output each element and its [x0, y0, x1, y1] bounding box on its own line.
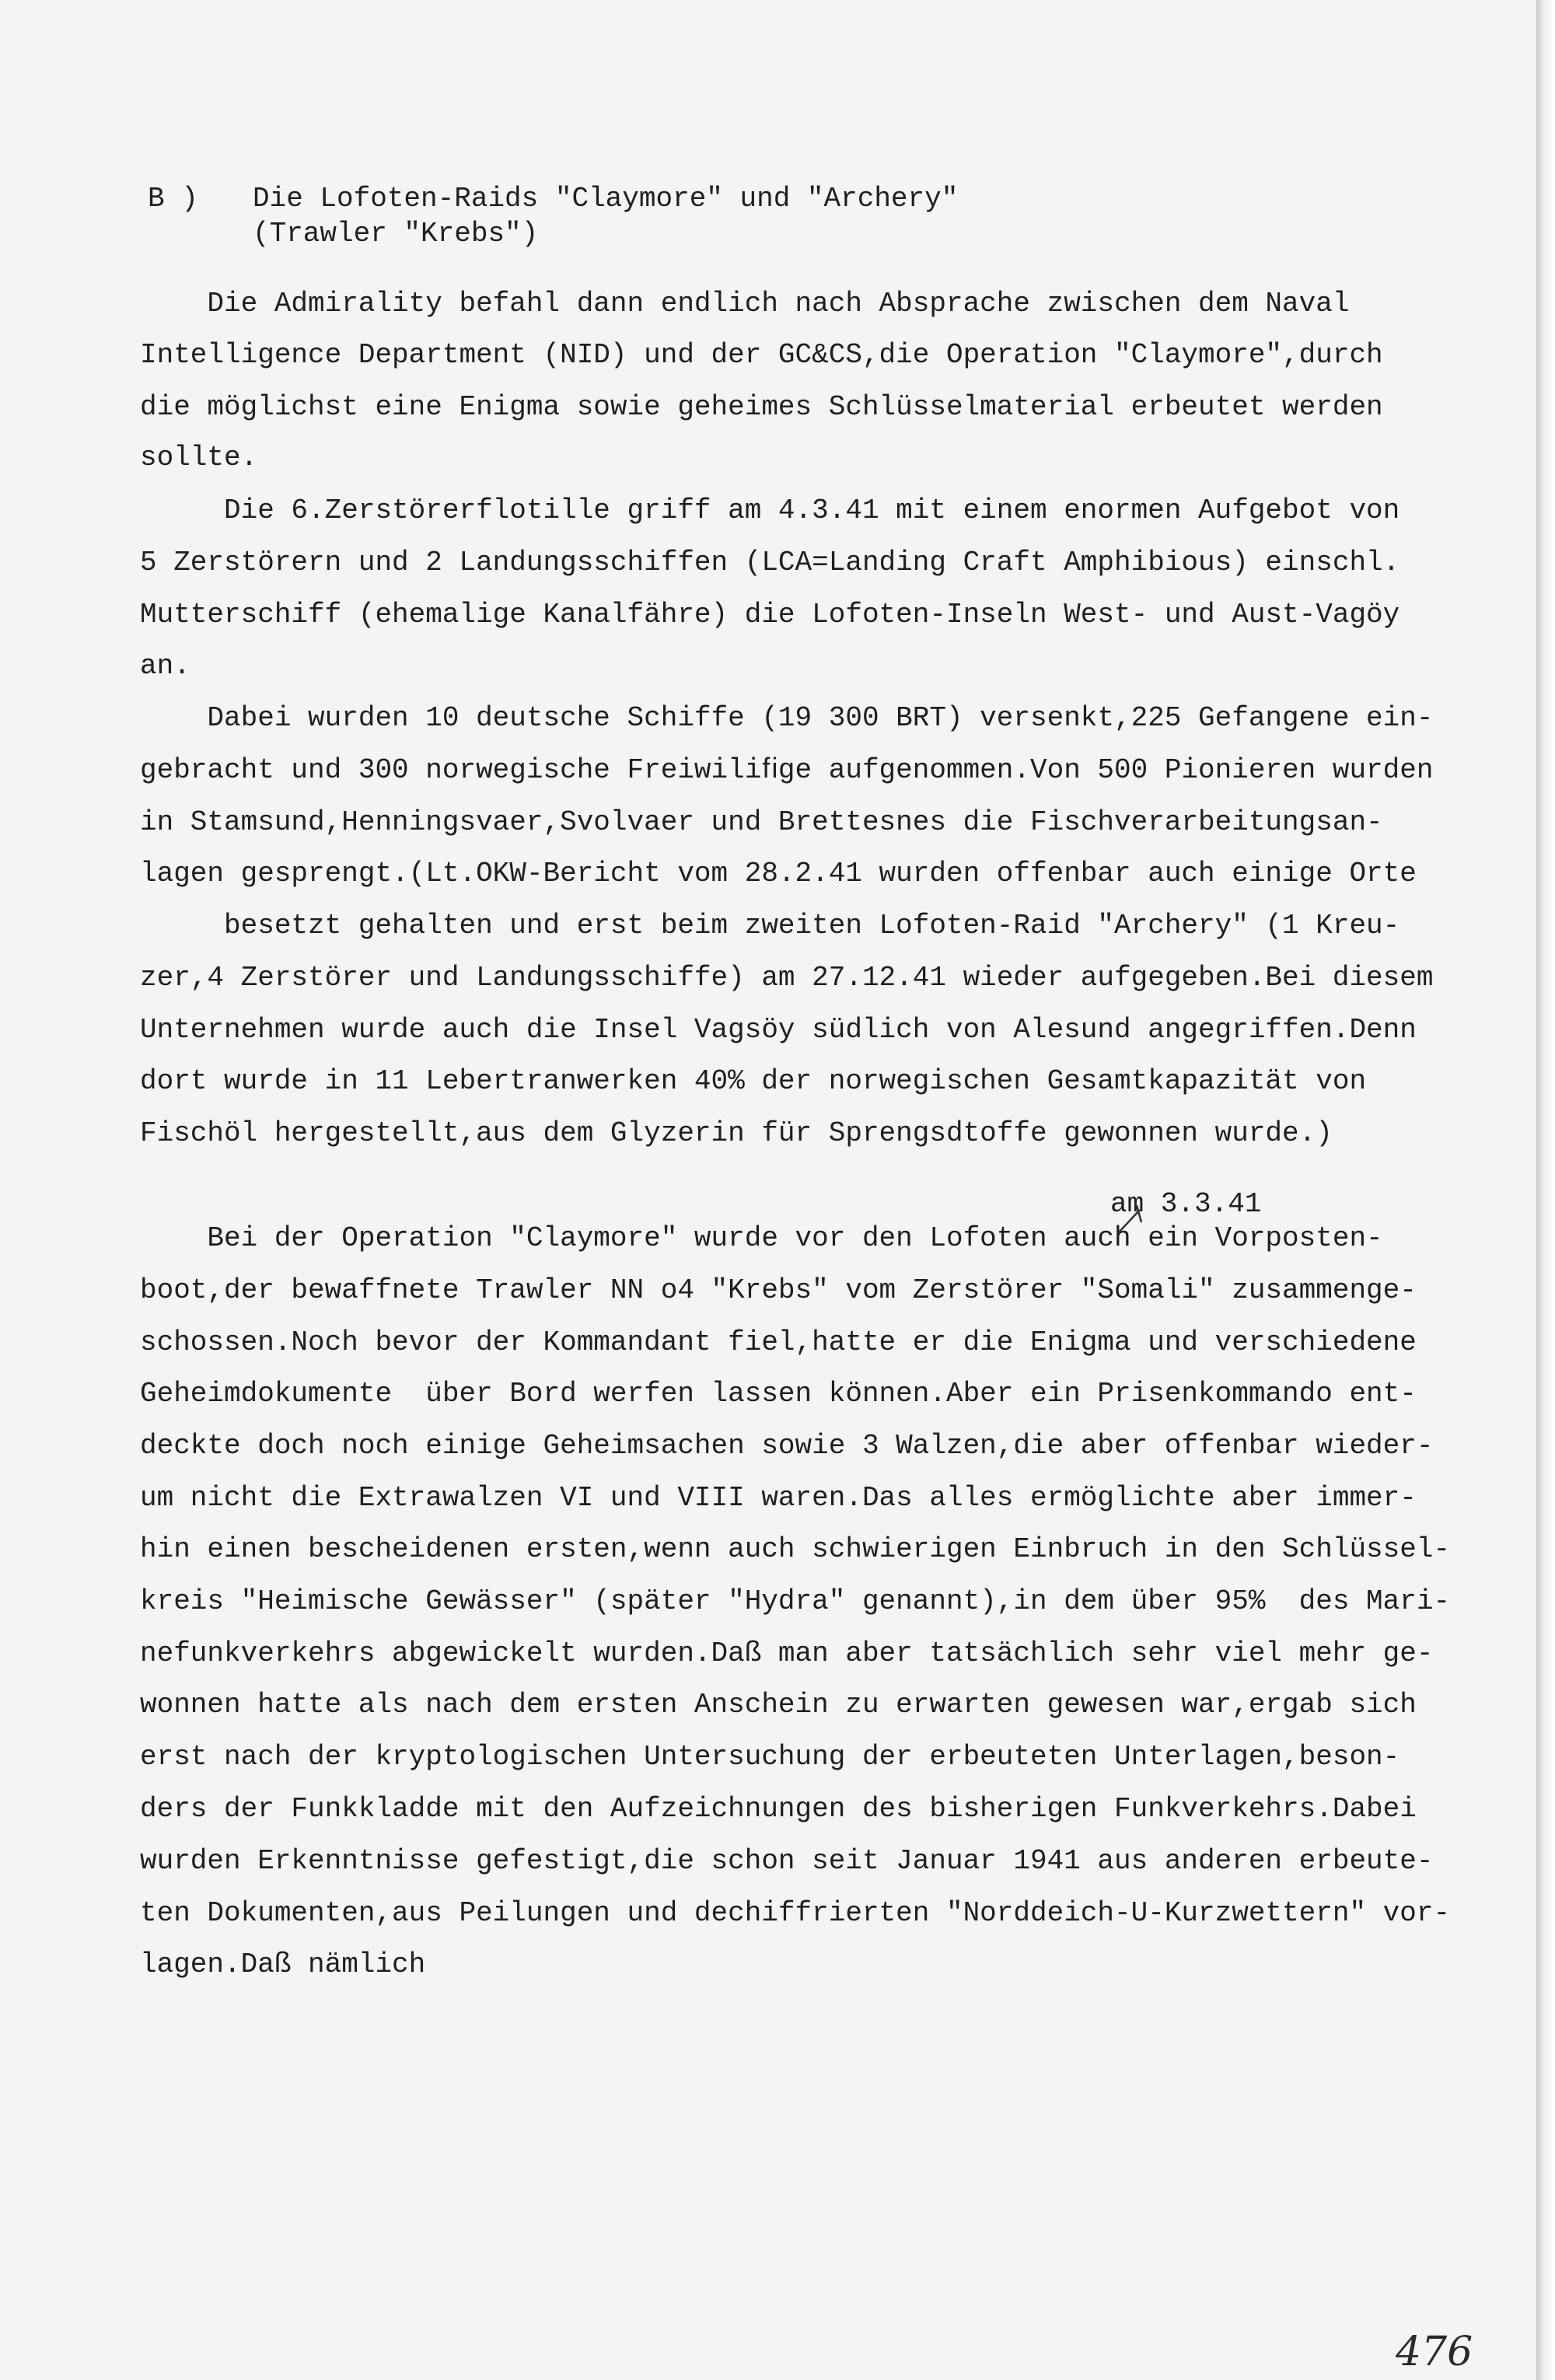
- text-line: Bei der Operation "Claymore" wurde vor den Lofoten auch ein Vorposten-: [140, 1222, 1383, 1254]
- text-line: in Stamsund,Henningsvaer,Svolvaer und Brettesnes die Fischverarbeitungsan-: [140, 806, 1383, 838]
- section-label: B ): [148, 183, 198, 215]
- text-line: erst nach der kryptologischen Untersuchung der erbeuteten Unterlagen,beson-: [140, 1741, 1400, 1773]
- page-edge: [1536, 0, 1555, 2380]
- page-number: 476: [1396, 2329, 1473, 2375]
- text-line: ten Dokumenten,aus Peilungen und dechiffrierten "Norddeich-U-Kurzwettern" vor-: [140, 1897, 1451, 1929]
- insertion-caret-icon: [1116, 1200, 1163, 1236]
- text-line: lagen.Daß nämlich: [140, 1948, 426, 1980]
- text-line: Dabei wurden 10 deutsche Schiffe (19 300 BRT) versenkt,225 Gefangene ein-: [140, 702, 1434, 734]
- section-title: Die Lofoten-Raids "Claymore" und "Archery": [253, 183, 959, 215]
- text-line: zer,4 Zerstörer und Landungsschiffe) am 27.12.41 wieder aufgegeben.Bei diesem: [140, 962, 1434, 994]
- text-line: besetzt gehalten und erst beim zweiten Lofoten-Raid "Archery" (1 Kreu-: [140, 910, 1400, 942]
- text-line: Fischöl hergestellt,aus dem Glyzerin für Sprengsdtoffe gewonnen wurde.): [140, 1117, 1333, 1149]
- text-line: sollte.: [140, 442, 258, 474]
- text-line: ders der Funkkladde mit den Aufzeichnungen des bisherigen Funkverkehrs.Dabei: [140, 1793, 1417, 1825]
- text-line: wurden Erkenntnisse gefestigt,die schon seit Januar 1941 aus anderen erbeute-: [140, 1845, 1434, 1877]
- text-line: nefunkverkehrs abgewickelt wurden.Daß man aber tatsächlich sehr viel mehr ge-: [140, 1637, 1434, 1669]
- text-line: kreis "Heimische Gewässer" (später "Hydra" genannt),in dem über 95% des Mari-: [140, 1585, 1451, 1617]
- text-line: dort wurde in 11 Lebertranwerken 40% der norwegischen Gesamtkapazität von: [140, 1065, 1367, 1097]
- text-line: Die Admirality befahl dann endlich nach Absprache zwischen dem Naval: [140, 288, 1350, 320]
- section-subtitle: (Trawler "Krebs"): [253, 218, 539, 250]
- text-line: deckte doch noch einige Geheimsachen sowie 3 Walzen,die aber offenbar wieder-: [140, 1430, 1434, 1462]
- text-line: Intelligence Department (NID) und der GC&CS,die Operation "Claymore",durch: [140, 339, 1383, 371]
- text-line: lagen gesprengt.(Lt.OKW-Bericht vom 28.2.41 wurden offenbar auch einige Orte: [140, 858, 1417, 889]
- text-line: Mutterschiff (ehemalige Kanalfähre) die Lofoten-Inseln West- und Aust-Vagöy: [140, 599, 1400, 631]
- text-line: Die 6.Zerstörerflotille griff am 4.3.41 mit einem enormen Aufgebot von: [140, 495, 1400, 526]
- text-line: Unternehmen wurde auch die Insel Vagsöy südlich von Alesund angegriffen.Denn: [140, 1014, 1417, 1046]
- text-line: schossen.Noch bevor der Kommandant fiel,hatte er die Enigma und verschiedene: [140, 1326, 1417, 1358]
- text-line: gebracht und 300 norwegische Freiwiliﬁge aufgenommen.Von 500 Pionieren wurden: [140, 754, 1434, 786]
- text-line: hin einen bescheidenen ersten,wenn auch schwierigen Einbruch in den Schlüssel-: [140, 1533, 1451, 1565]
- text-line: Geheimdokumente über Bord werfen lassen können.Aber ein Prisenkommando ent-: [140, 1378, 1417, 1410]
- handwritten-insertion: am 3.3.41: [1110, 1188, 1262, 1220]
- text-line: um nicht die Extrawalzen VI und VIII waren.Das alles ermöglichte aber immer-: [140, 1482, 1417, 1514]
- text-line: boot,der bewaffnete Trawler NN o4 "Krebs" vom Zerstörer "Somali" zusammenge-: [140, 1274, 1417, 1306]
- text-line: an.: [140, 650, 190, 682]
- text-line: 5 Zerstörern und 2 Landungsschiffen (LCA=Landing Craft Amphibious) einschl.: [140, 547, 1400, 578]
- text-line: wonnen hatte als nach dem ersten Anschein zu erwarten gewesen war,ergab sich: [140, 1689, 1417, 1721]
- text-line: die möglichst eine Enigma sowie geheimes Schlüsselmaterial erbeutet werden: [140, 391, 1383, 423]
